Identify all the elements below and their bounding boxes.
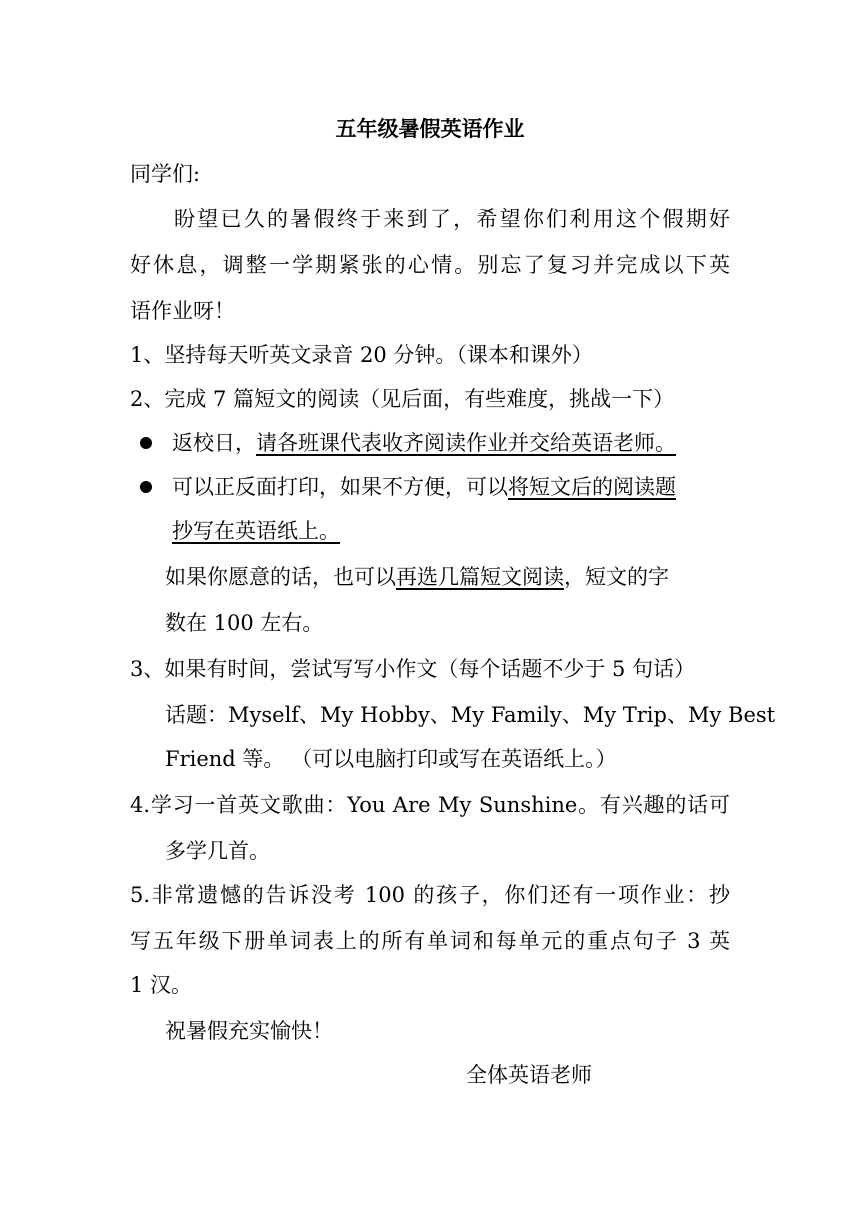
optional-line-2: 数在 100 左右。: [165, 611, 324, 635]
closing: 祝暑假充实愉快！: [165, 1019, 333, 1043]
item-3-line-3: Friend 等。 （可以电脑打印或写在英语纸上。）: [165, 747, 617, 771]
item-1: 1、坚持每天听英文录音 20 分钟。（课本和课外）: [130, 343, 593, 367]
bullet-icon: [140, 437, 152, 449]
item-5-line-1: 5.非常遗憾的告诉没考 100 的孩子，你们还有一项作业：抄: [130, 883, 730, 907]
item-4-line-2: 多学几首。: [165, 839, 270, 863]
item-4-line-1: 4.学习一首英文歌曲：You Are My Sunshine。有兴趣的话可: [130, 793, 730, 817]
optional-suffix: ，短文的字: [564, 565, 669, 589]
optional-underlined: 再选几篇短文阅读: [396, 565, 564, 589]
intro-line-1: 盼望已久的暑假终于来到了，希望你们利用这个假期好: [174, 207, 730, 231]
bullet-2-line-1: [172, 464, 730, 510]
bullet-1: [172, 420, 730, 466]
item-3-line-2: 话题：Myself、My Hobby、My Family、My Trip、My Best: [165, 703, 776, 727]
bullet-2-prefix: 可以正反面打印，如果不方便，可以: [172, 475, 508, 499]
optional-line-1: [165, 554, 730, 600]
bullet-2-underlined-b: 抄写在英语纸上。: [172, 519, 340, 543]
item-5-line-3: 1 汉。: [130, 973, 193, 997]
bullet-2-underlined-a: 将短文后的阅读题: [508, 475, 676, 499]
signature: 全体英语老师: [466, 1063, 592, 1087]
bullet-1-prefix: 返校日，: [172, 431, 256, 455]
bullet-2-line-2: [172, 508, 730, 554]
intro-line-2: 好休息，调整一学期紧张的心情。别忘了复习并完成以下英: [130, 253, 730, 277]
document-title: 五年级暑假英语作业: [335, 116, 525, 141]
item-5-line-2: 写五年级下册单词表上的所有单词和每单元的重点句子 3 英: [130, 929, 730, 953]
greeting: 同学们:: [130, 162, 201, 186]
item-2: 2、完成 7 篇短文的阅读（见后面，有些难度，挑战一下）: [130, 387, 675, 411]
intro-line-3: 语作业呀！: [130, 299, 235, 323]
item-3-line-1: 3、如果有时间，尝试写写小作文（每个话题不少于 5 句话）: [130, 657, 696, 681]
bullet-1-underlined: 请各班课代表收齐阅读作业并交给英语老师。: [256, 431, 676, 455]
bullet-icon: [140, 481, 152, 493]
optional-prefix: 如果你愿意的话，也可以: [165, 565, 396, 589]
